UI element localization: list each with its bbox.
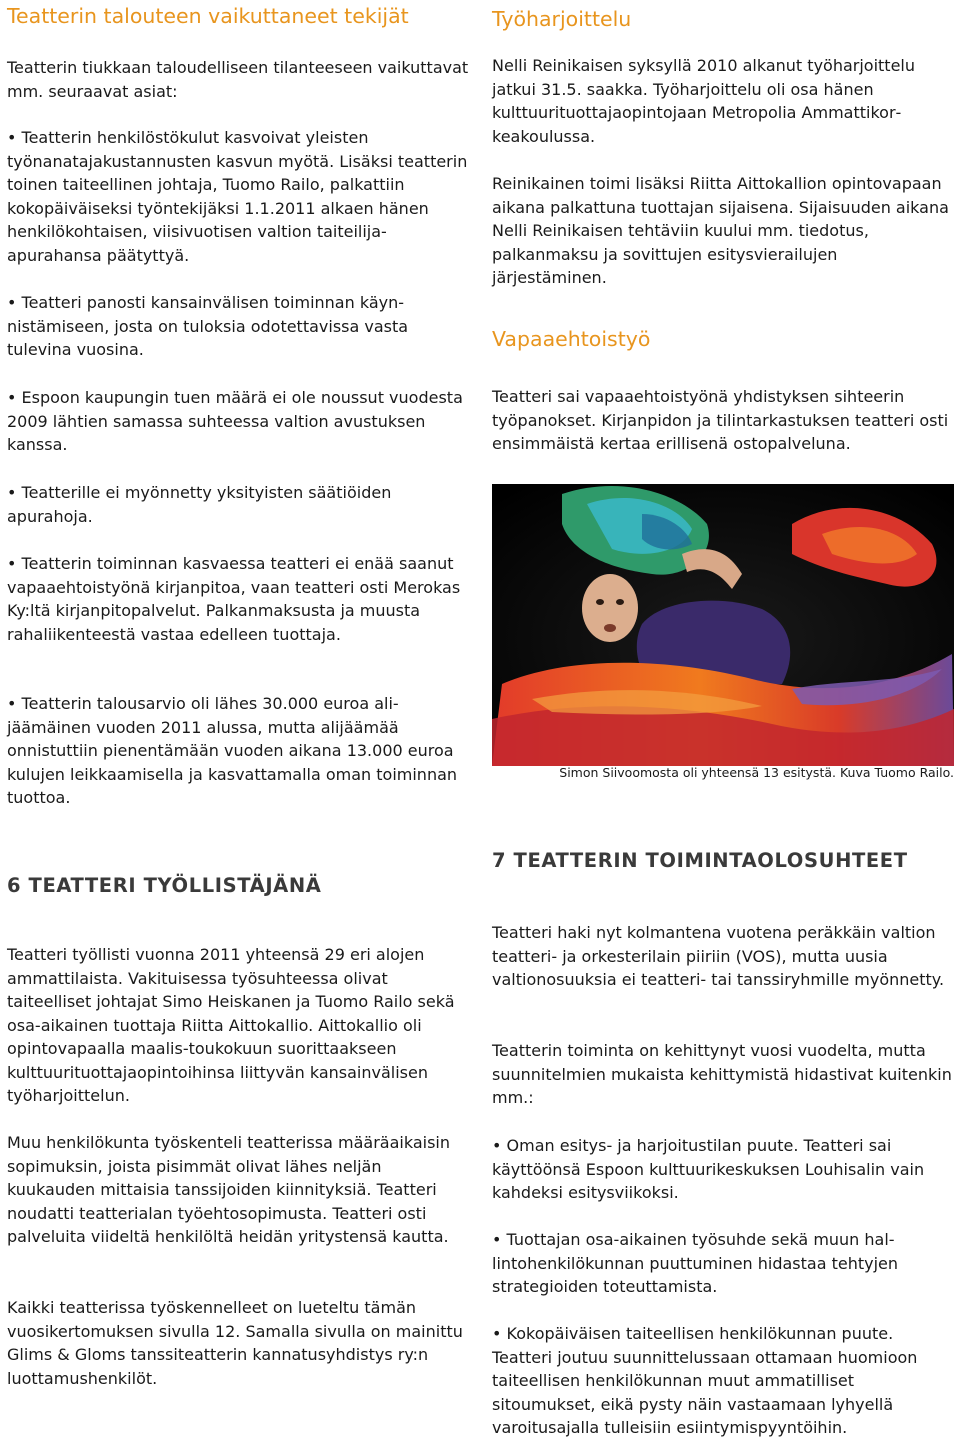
bullet-foundations: • Teatterille ei myönnetty yksityisten säätiöiden apurahoja. bbox=[7, 483, 392, 526]
bullet-bookkeeping: • Teatterin toiminnan kasvaessa teatteri ei enää saanut vapaaehtoistyönä kirjanpitoa, vaan teatteri osti Merokas Ky:ltä kirjanpitopalvelut. Palkanmaksusta ja muusta rahaliikenteestä vastaa edelleen tuottaja. bbox=[7, 554, 461, 644]
section-6-paragraph-3: Kaikki teatterissa työskennelleet on lueteltu tämän vuosikertomuksen sivulla 12. Samalla sivulla on mainittu Glims & Gloms tanssiteatterin kannatusyhdistys ry:n luottamushenkilöt. bbox=[7, 1298, 463, 1388]
photo-caption: Simon Siivoomosta oli yhteensä 13 esitystä. Kuva Tuomo Railo. bbox=[559, 765, 954, 780]
bullet-staff-costs: • Teatterin henkilöstökulut kasvoivat yleisten työnanatajakustannusten kasvun myötä. Lisäksi teatterin toinen taiteellinen johtaja, Tuomo Railo, palkattiin kokopäiväiseksi työntekijäksi 1.1.2011 alkaen hänen henkilökohtaisen, viisivuotisen valtion taiteilija-apurahansa päätyttyä. bbox=[7, 128, 468, 265]
section-7-paragraph-2: Teatterin toiminta on kehittynyt vuosi vuodelta, mutta suunnitelmien mukaista kehittymistä hidastivat kuitenkin mm.: bbox=[492, 1041, 952, 1107]
bullet-budget: • Teatterin talousarvio oli lähes 30.000 euroa alijäämäinen vuoden 2011 alussa, mutta alijäämää onnistuttiin pienentämään vuoden aikana 13.000 euroa kulujen leikkaamisella ja kasvattamalla oman toiminnan tuottoa. bbox=[7, 694, 458, 807]
section-6-paragraph-1: Teatteri työllisti vuonna 2011 yhteensä 29 eri alojen ammattilaista. Vakituisessa työsuhteessa olivat taiteelliset johtajat Simo Heiskanen ja Tuomo Railo sekä osa-aikainen tuottaja Riitta Aittokallio. Aittokallio oli opintovapaalla maalis-toukokuun suorittaakseen kulttuurituottajaopintoihinsa liittyvän kansainvälisen työharjoittelun. bbox=[7, 945, 455, 1105]
section-7-paragraph-1: Teatteri haki nyt kolmantena vuotena peräkkäin valtion teatteri- ja orkesterilain piiriin (VOS), mutta uusia valtionosuuksia ei teatteri- tai tanssiryhmille myönnetty. bbox=[492, 923, 945, 989]
bullet-artistic-staff: • Kokopäiväisen taiteellisen henkilökunnan puute. Teatteri joutuu suunnittelussaan ottamaan huomioon taiteellisen henkilökunnan muut ammatilliset sitoumukset, eikä pysty näin vastaamaan lyhyellä varoitusajalla tulleisiin esiintymispyyntöihin. bbox=[492, 1324, 918, 1437]
bullet-rehearsal-space: • Oman esitys- ja harjoitustilan puute. Teatteri sai käyttöönsä Espoon kulttuurikeskuksen Louhisalin vain kahdeksi esitysviikoksi. bbox=[492, 1136, 925, 1202]
section-6-paragraph-2: Muu henkilökunta työskenteli teatterissa määräaikaisin sopimuksin, joista pisimmät olivat lähes neljän kuukauden mittaisia tanssijoiden kiinnityksiä. Teatteri noudatti teatterialan työehtosopimusta. Teatteri osti palveluita viideltä henkilöltä heidän yritystensä kautta. bbox=[7, 1133, 450, 1246]
bullet-espoo-support: • Espoon kaupungin tuen määrä ei ole noussut vuodesta 2009 lähtien samassa suhteessa valtion avustuksen kanssa. bbox=[7, 388, 463, 454]
performance-photo-illustration bbox=[492, 484, 954, 766]
bullet-international: • Teatteri panosti kansainvälisen toiminnan käynnistämiseen, josta on tuloksia odotettavissa vasta tulevina vuosina. bbox=[7, 293, 409, 359]
bullet-producer-parttime: • Tuottajan osa-aikainen työsuhde sekä muun hallintohenkilökunnan puuttuminen hidastaa tehtyjen strategioiden toteuttamista. bbox=[492, 1230, 899, 1296]
heading-volunteer-work: Vapaaehtoistyö bbox=[492, 327, 651, 351]
heading-finance-factors: Teatterin talouteen vaikuttaneet tekijät bbox=[7, 4, 409, 28]
heading-internship: Työharjoittelu bbox=[492, 7, 632, 31]
internship-paragraph-1: Nelli Reinikaisen syksyllä 2010 alkanut työharjoittelu jatkui 31.5. saakka. Työharjoittelu oli osa hänen kulttuurituottajaopintojaan Metropolia Ammattikorkeakoulussa. bbox=[492, 56, 915, 146]
section-7-title: 7 TEATTERIN TOIMINTAOLOSUHTEET bbox=[492, 849, 908, 872]
section-6-title: 6 TEATTERI TYÖLLISTÄJÄNÄ bbox=[7, 874, 322, 897]
performance-photo bbox=[492, 484, 954, 766]
intro-paragraph: Teatterin tiukkaan taloudelliseen tilanteeseen vaikuttavat mm. seuraavat asiat: bbox=[7, 58, 469, 101]
volunteer-paragraph: Teatteri sai vapaaehtoistyönä yhdistyksen sihteerin työpanokset. Kirjanpidon ja tilintarkastuksen teatteri osti ensimmäistä kertaa erillisenä ostopalveluna. bbox=[492, 387, 949, 453]
internship-paragraph-2: Reinikainen toimi lisäksi Riitta Aittokallion opintovapaan aikana palkattuna tuottajan sijaisena. Sijaisuuden aikana Nelli Reinikaisen tehtäviin kuului mm. tiedotus, palkanmaksu ja sovittujen esitysvierailujen järjestäminen. bbox=[492, 174, 949, 287]
